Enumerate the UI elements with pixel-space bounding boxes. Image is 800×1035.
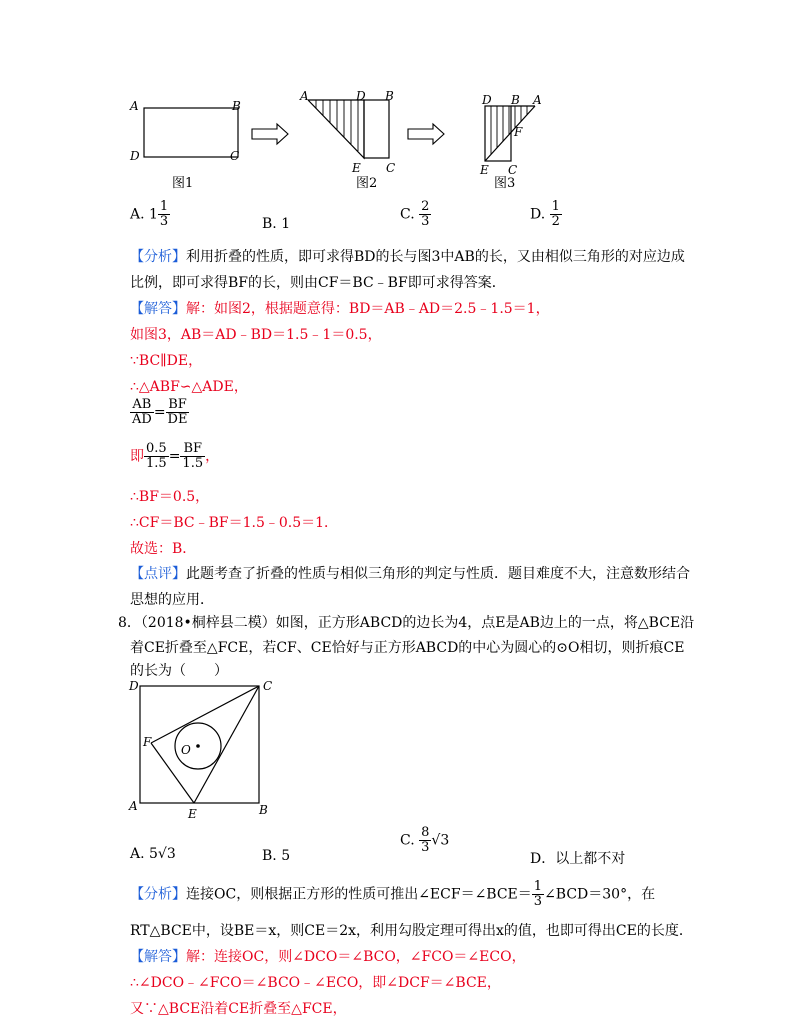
q7-solution-ratio1: $\frac{AB}{AD}$ = $\frac{BF}{DE}$ <box>132 397 188 427</box>
q8-stem-line3: 的长为（ ） <box>130 663 228 679</box>
fig1-label-a: A <box>130 99 139 113</box>
fig1-label-d: D <box>130 149 140 163</box>
fig3-label-a: A <box>533 93 542 107</box>
fig3-label-b: B <box>511 93 520 107</box>
fig2-shape <box>308 100 389 158</box>
fig8-label-f: F <box>143 735 152 749</box>
fig8-label-b: B <box>259 803 268 817</box>
arrow-icon <box>252 124 288 144</box>
q8-stem-line1: 8．（2018•桐梓县二模）如图，正方形ABCD的边长为4，点E是AB边上的一点，将△BCE沿 <box>118 615 695 631</box>
q7-option-a: A. 1 $\frac{1}{3}$ <box>130 199 169 229</box>
q7-analysis-line2: 比例，即可求得BF的长，则由CF＝BC﹣BF即可求得答案． <box>130 275 506 291</box>
q7-option-b: B. 1 <box>262 216 291 232</box>
fig3-shape <box>485 106 535 161</box>
q7-comment-line1: 【点评】此题考查了折叠的性质与相似三角形的判定与性质．题目难度不大，注意数形结合 <box>130 566 690 582</box>
fig8-label-c: C <box>263 679 273 693</box>
q7-solution-line7: ∴BF＝0.5， <box>130 489 210 505</box>
analysis-tag: 【分析】 <box>130 886 186 903</box>
q8-solution-line1: 【解答】解：连接OC，则∠DCO＝∠BCO，∠FCO＝∠ECO， <box>130 949 526 965</box>
fig3-label-c: C <box>508 163 518 177</box>
fold-figures <box>120 88 560 193</box>
fig1-label-c: C <box>230 149 240 163</box>
q7-option-c: C. $\frac{2}{3}$ <box>400 199 430 229</box>
q8-option-b: B. 5 <box>262 848 291 864</box>
fig8-label-e: E <box>188 807 197 821</box>
q7-option-d: D. $\frac{1}{2}$ <box>530 199 560 229</box>
fig8-label-d: D <box>129 679 139 693</box>
fig3-label-e: E <box>480 163 489 177</box>
q8-option-a: A. 5√3 <box>130 846 176 862</box>
q7-solution-line3: ∵BC∥DE， <box>130 353 203 369</box>
q8-analysis-line2: RT△BCE中，设BE＝x，则CE＝2x，利用勾股定理可得出x的值，也即可得出CE的长度． <box>130 923 693 939</box>
fig3-label-d: D <box>482 93 492 107</box>
fig2-label-c: C <box>386 161 396 175</box>
fig3-caption: 图3 <box>494 176 516 191</box>
fig2-label-a: A <box>300 89 309 103</box>
square-fold-figure <box>125 676 285 826</box>
q7-comment-line2: 思想的应用． <box>130 592 214 608</box>
q7-analysis-line1: 【分析】利用折叠的性质，即可求得BD的长与图3中AB的长，又由相似三角形的对应边成 <box>130 249 685 265</box>
q8-option-d: D．以上都不对 <box>530 851 626 867</box>
q8-solution-line2: ∴∠DCO﹣∠FCO＝∠BCO﹣∠ECO，即∠DCF＝∠BCE， <box>130 975 501 991</box>
q7-solution-ratio2: 即 $\frac{0.5}{1.5}$ = $\frac{BF}{1.5}$ ， <box>130 441 220 471</box>
arrow-icon <box>408 124 444 144</box>
fig8-label-o: O <box>181 743 191 757</box>
q8-option-c: C. $\frac{8}{3}$ √3 <box>400 825 450 855</box>
q7-solution-line9: 故选：B． <box>130 541 197 557</box>
comment-tag: 【点评】 <box>130 566 186 582</box>
solution-tag: 【解答】 <box>130 949 186 965</box>
fig2-label-d: D <box>356 89 366 103</box>
analysis-tag: 【分析】 <box>130 249 186 265</box>
fig3-label-f: F <box>514 125 523 139</box>
q8-solution-line3: 又∵△BCE沿着CE折叠至△FCE， <box>130 1001 347 1017</box>
fig8-label-a: A <box>129 799 138 813</box>
q7-solution-line2: 如图3，AB＝AD﹣BD＝1.5﹣1＝0.5， <box>130 327 382 343</box>
q8-stem-line2: 着CE折叠至△FCE，若CF、CE恰好与正方形ABCD的中心为圆心的⊙O相切，则折痕CE <box>130 640 685 656</box>
fig2-label-b: B <box>385 89 394 103</box>
q7-solution-line4: ∴△ABF∽△ADE， <box>130 379 248 395</box>
q8-analysis-line1: 【分析】连接OC，则根据正方形的性质可推出∠ECF＝∠BCE＝ $\frac{1}{3}$ ∠BCD＝30°，在 <box>130 879 656 909</box>
fig1-caption: 图1 <box>172 176 194 191</box>
fig2-label-e: E <box>352 161 361 175</box>
fig1-label-b: B <box>232 99 241 113</box>
fig2-caption: 图2 <box>356 176 378 191</box>
solution-tag: 【解答】 <box>130 301 186 317</box>
q7-solution-line8: ∴CF＝BC﹣BF＝1.5﹣0.5＝1． <box>130 515 339 531</box>
q7-solution-line1: 【解答】解：如图2，根据题意得：BD＝AB﹣AD＝2.5﹣1.5＝1， <box>130 301 550 317</box>
